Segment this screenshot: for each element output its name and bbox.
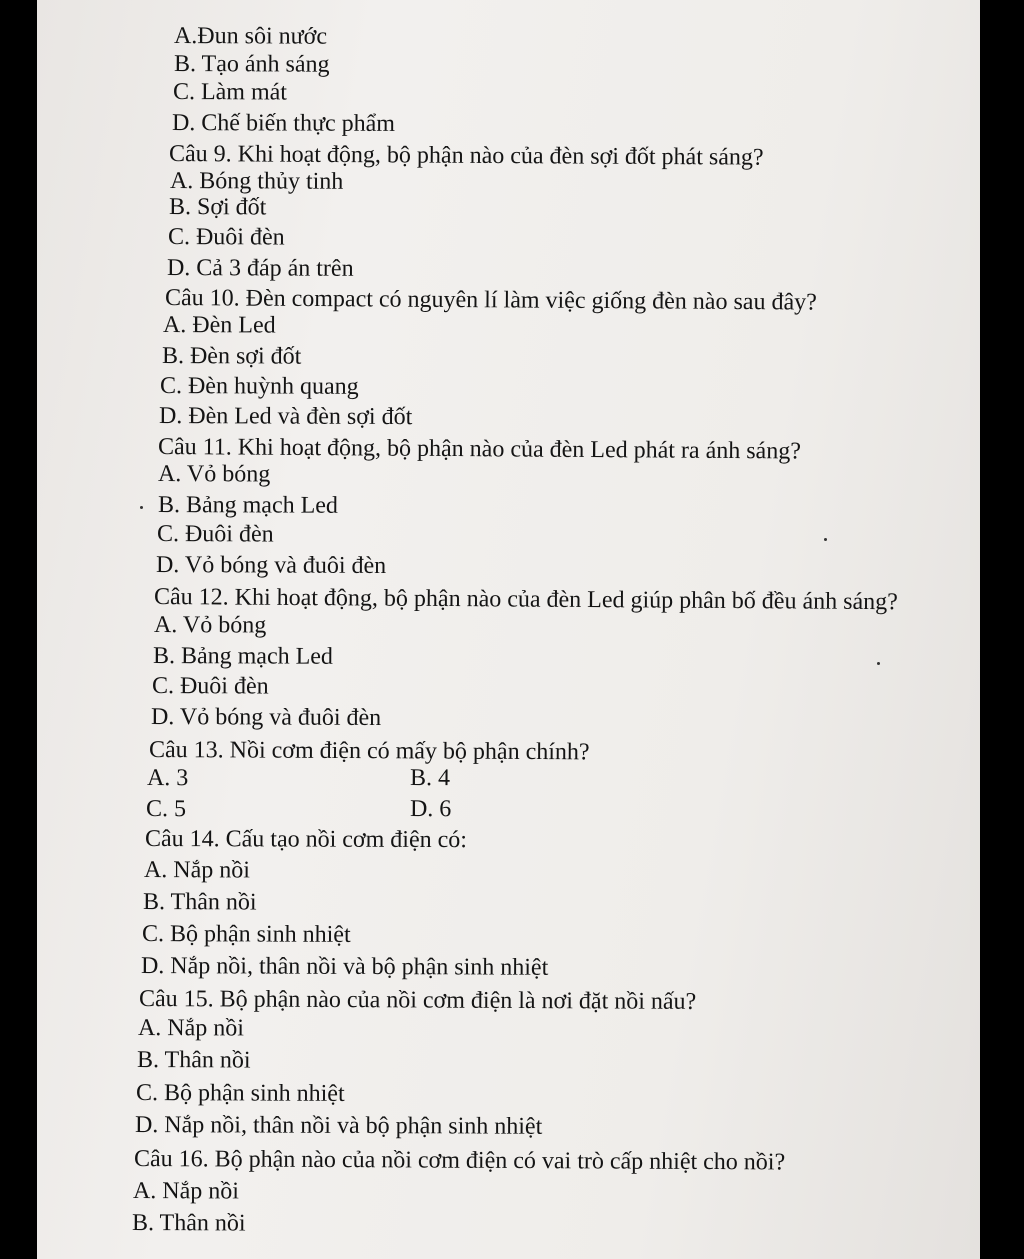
text-line: D. Vỏ bóng và đuôi đèn — [150, 704, 382, 732]
text-line: A. Đèn Led — [162, 312, 276, 339]
text-line: Câu 14. Cấu tạo nồi cơm điện có: — [144, 826, 468, 854]
text-line: B. Thân nồi — [136, 1047, 251, 1074]
text-line: B. Sợi đốt — [168, 194, 267, 221]
text-line: D. Cả 3 đáp án trên — [166, 255, 354, 282]
ink-dot — [140, 506, 143, 509]
text-line: B. Đèn sợi đốt — [161, 343, 302, 370]
text-line: Câu 9. Khi hoạt động, bộ phận nào của đèn sợi đốt phát sáng? — [168, 141, 764, 171]
text-line: C. Bộ phận sinh nhiệt — [141, 921, 351, 948]
text-line: A. Bóng thủy tinh — [169, 168, 344, 195]
text-line: C. Đuôi đèn — [156, 521, 274, 548]
text-line: D. Đèn Led và đèn sợi đốt — [158, 403, 413, 431]
text-line: C. Đuôi đèn — [167, 224, 285, 251]
text-line: D. Nắp nồi, thân nồi và bộ phận sinh nhiệt — [140, 953, 549, 981]
text-line: A. Nắp nồi — [137, 1015, 245, 1042]
text-line: Câu 10. Đèn compact có nguyên lí làm việc giống đèn nào sau đây? — [164, 285, 817, 316]
text-line: D. 6 — [409, 796, 452, 823]
text-line: C. 5 — [145, 796, 187, 823]
text-line: A. Nắp nồi — [132, 1178, 240, 1205]
text-line: Câu 12. Khi hoạt động, bộ phận nào của đèn Led giúp phân bố đều ánh sáng? — [153, 584, 898, 616]
text-line: A.Đun sôi nước — [173, 23, 328, 50]
text-line: A. Vỏ bóng — [153, 612, 267, 639]
text-line: C. Đuôi đèn — [151, 673, 269, 700]
text-line: B. Bảng mạch Led — [157, 492, 339, 519]
text-line: A. Nắp nồi — [143, 857, 251, 884]
text-line: B. 4 — [409, 765, 451, 792]
text-line: D. Chế biến thực phẩm — [171, 110, 396, 137]
text-line: A. 3 — [146, 765, 189, 792]
ink-dot — [824, 538, 827, 541]
text-line: Câu 13. Nồi cơm điện có mấy bộ phận chính? — [148, 737, 590, 766]
text-line: Câu 11. Khi hoạt động, bộ phận nào của đèn Led phát ra ánh sáng? — [157, 434, 802, 465]
text-line: B. Tạo ánh sáng — [173, 51, 330, 78]
text-line: B. Bảng mạch Led — [152, 643, 334, 670]
text-line: B. Thân nồi — [131, 1210, 246, 1237]
text-line: B. Thân nồi — [142, 889, 257, 916]
text-line: C. Làm mát — [172, 79, 288, 106]
text-line: Câu 16. Bộ phận nào của nồi cơm điện có vai trò cấp nhiệt cho nồi? — [133, 1146, 786, 1176]
text-line: D. Vỏ bóng và đuôi đèn — [155, 552, 387, 580]
text-line: Câu 15. Bộ phận nào của nồi cơm điện là nơi đặt nồi nấu? — [138, 986, 697, 1015]
ink-dot — [877, 662, 880, 665]
text-line: C. Bộ phận sinh nhiệt — [135, 1080, 345, 1107]
text-line: A. Vỏ bóng — [157, 461, 271, 488]
text-line: C. Đèn huỳnh quang — [159, 373, 359, 400]
paper-sheet — [37, 0, 980, 1259]
text-line: D. Nắp nồi, thân nồi và bộ phận sinh nhiệt — [134, 1112, 543, 1140]
